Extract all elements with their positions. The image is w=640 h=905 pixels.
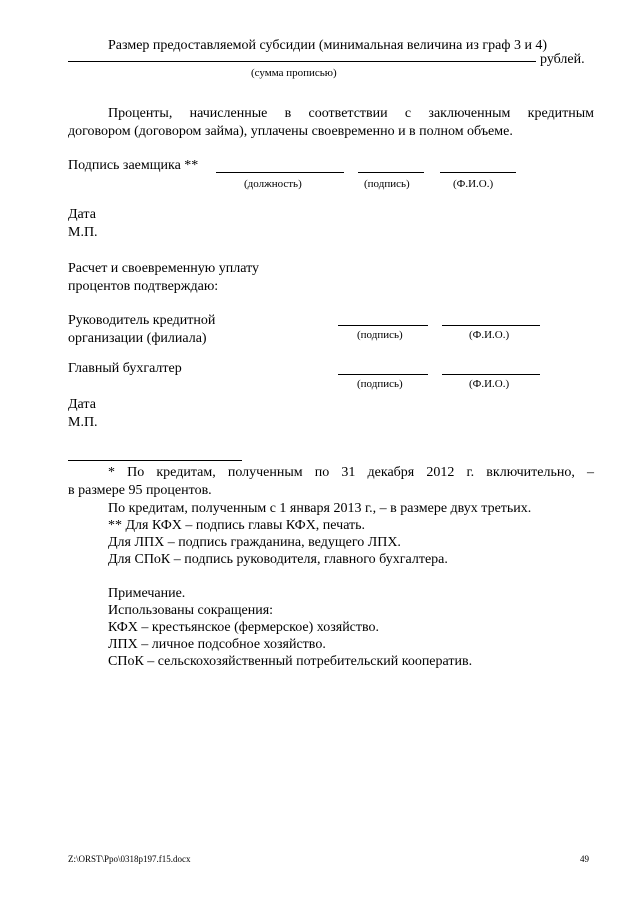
footnote-2-line3: Для СПоК – подпись руководителя, главного бухгалтера. — [108, 552, 448, 567]
amount-in-words-caption: (сумма прописью) — [251, 67, 337, 79]
note-abbr-lph: ЛПХ – личное подсобное хозяйство. — [108, 637, 326, 652]
note-title: Примечание. — [108, 586, 186, 601]
footnote-1-line2: в размере 95 процентов. — [68, 483, 212, 498]
footnote-1-line1: * По кредитам, полученным по 31 декабря 2012 г. включительно, – — [108, 465, 594, 480]
head-name-caption: (Ф.И.О.) — [469, 329, 510, 341]
confirmation-line1: Расчет и своевременную уплату — [68, 261, 260, 276]
note-abbr-spok: СПоК – сельскохозяйственный потребительский кооператив. — [108, 654, 473, 669]
head-signature-caption: (подпись) — [357, 329, 403, 341]
interest-paragraph-line1: Проценты, начисленные в соответствии с заключенным кредитным — [108, 106, 594, 121]
seal-label-2: М.П. — [68, 415, 98, 430]
accountant-signature-line — [338, 374, 428, 375]
borrower-position-line — [216, 172, 344, 173]
accountant-name-line — [442, 374, 540, 375]
head-signature-line — [338, 325, 428, 326]
confirmation-line2: процентов подтверждаю: — [68, 279, 219, 294]
footnote-2-line2: Для ЛПХ – подпись гражданина, ведущего ЛПХ. — [108, 535, 401, 550]
subsidy-title: Размер предоставляемой субсидии (минимальная величина из граф 3 и 4) — [108, 38, 548, 53]
accountant-name-caption: (Ф.И.О.) — [469, 378, 510, 390]
footer-file-path: Z:\ORST\Ppo\0318p197.f15.docx — [68, 854, 191, 864]
subsidy-amount-line — [68, 61, 536, 62]
head-name-line — [442, 325, 540, 326]
head-label-line2: организации (филиала) — [68, 331, 207, 346]
name-caption: (Ф.И.О.) — [453, 178, 494, 190]
footnote-2-line1: ** Для КФХ – подпись главы КФХ, печать. — [108, 518, 366, 533]
date-label: Дата — [68, 207, 96, 222]
date-label-2: Дата — [68, 397, 96, 412]
interest-paragraph-line2: договором (договором займа), уплачены своевременно и в полном объеме. — [68, 124, 513, 139]
note-abbr-kfh: КФХ – крестьянское (фермерское) хозяйство. — [108, 620, 380, 635]
footnote-separator — [68, 460, 242, 461]
seal-label: М.П. — [68, 225, 98, 240]
accountant-label: Главный бухгалтер — [68, 361, 182, 376]
position-caption: (должность) — [244, 178, 302, 190]
subsidy-unit: рублей. — [540, 52, 585, 67]
note-intro: Использованы сокращения: — [108, 603, 274, 618]
borrower-signature-line — [358, 172, 424, 173]
signature-caption: (подпись) — [364, 178, 410, 190]
head-label-line1: Руководитель кредитной — [68, 313, 216, 328]
borrower-name-line — [440, 172, 516, 173]
footnote-1-line3: По кредитам, полученным с 1 января 2013 г., – в размере двух третьих. — [108, 501, 532, 516]
accountant-signature-caption: (подпись) — [357, 378, 403, 390]
page-number: 49 — [580, 854, 589, 864]
borrower-signature-label: Подпись заемщика ** — [68, 158, 199, 173]
